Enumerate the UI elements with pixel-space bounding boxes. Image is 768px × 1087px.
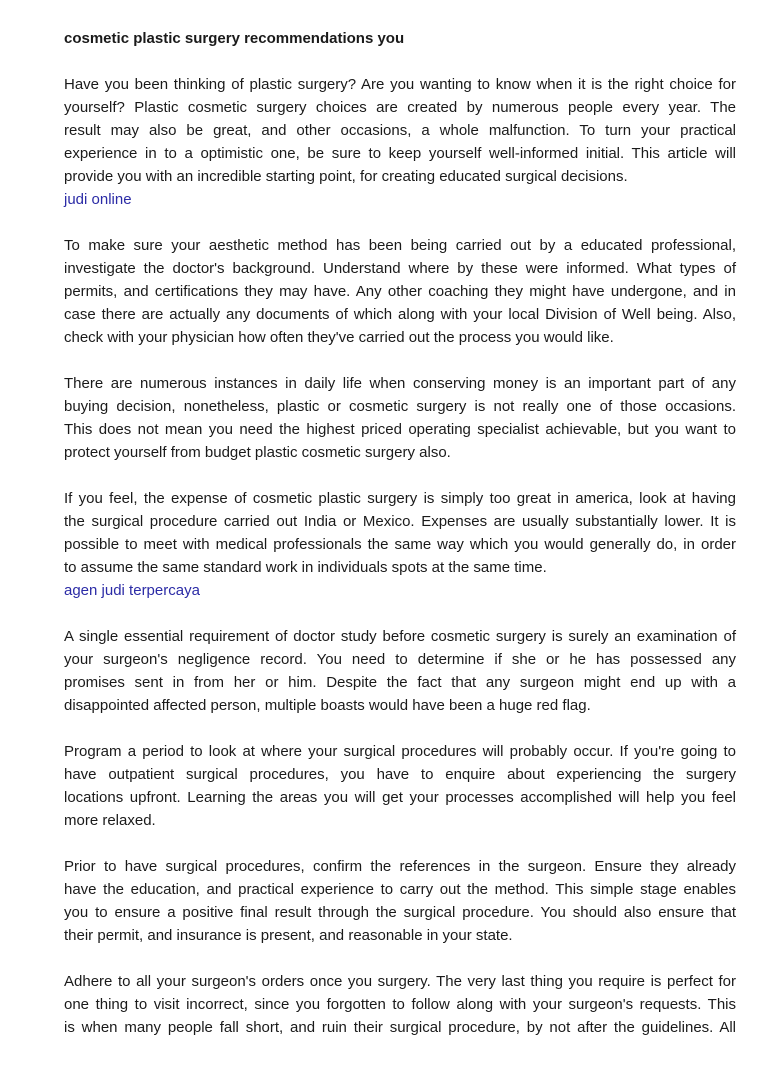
paragraph-line: permits, and certifications they may have. Any other coaching they might have undergone, and in bbox=[64, 283, 736, 300]
document-body bbox=[64, 73, 736, 1039]
paragraph-line: you to ensure a positive final result through the surgical procedure. You should also ensure that bbox=[64, 904, 736, 921]
paragraph-line: Adhere to all your surgeon's orders once you surgery. The very last thing you require is perfect for bbox=[64, 973, 736, 990]
paragraph-line: Have you been thinking of plastic surgery? Are you wanting to know when it is the right choice for bbox=[64, 76, 736, 93]
paragraph-line: have the education, and practical experience to carry out the method. This simple stage enables bbox=[64, 881, 736, 898]
paragraph-line: locations upfront. Learning the areas you will get your processes accomplished will help you feel bbox=[64, 789, 736, 806]
paragraph bbox=[64, 740, 736, 832]
paragraph-line: result may also be great, and other occasions, a whole malfunction. To turn your practical bbox=[64, 122, 736, 139]
document-title: cosmetic plastic surgery recommendations you bbox=[64, 30, 405, 47]
paragraph-line: A single essential requirement of doctor study before cosmetic surgery is surely an examination of bbox=[64, 628, 736, 645]
inline-link[interactable]: judi online bbox=[64, 191, 132, 208]
paragraph-line: This does not mean you need the highest priced operating specialist achievable, but you want to bbox=[64, 421, 736, 438]
document-page bbox=[64, 27, 736, 1062]
paragraph-line: more relaxed. bbox=[64, 812, 156, 829]
paragraph bbox=[64, 73, 736, 211]
paragraph-line: is when many people fall short, and ruin their surgical procedure, by not after the guidelines. All bbox=[64, 1019, 736, 1036]
paragraph bbox=[64, 234, 736, 349]
paragraph-line: one thing to visit incorrect, since you forgotten to follow along with your surgeon's requests. This bbox=[64, 996, 736, 1013]
paragraph-line: have outpatient surgical procedures, you have to enquire about experiencing the surgery bbox=[64, 766, 736, 783]
paragraph-line: buying decision, nonetheless, plastic or cosmetic surgery is not really one of those occasions. bbox=[64, 398, 736, 415]
paragraph-line: investigate the doctor's background. Understand where by these were informed. What types of bbox=[64, 260, 736, 277]
paragraph bbox=[64, 625, 736, 717]
inline-link[interactable]: agen judi terpercaya bbox=[64, 582, 200, 599]
paragraph-line: If you feel, the expense of cosmetic plastic surgery is simply too great in america, look at having bbox=[64, 490, 736, 507]
paragraph bbox=[64, 855, 736, 947]
paragraph-line: protect yourself from budget plastic cosmetic surgery also. bbox=[64, 444, 451, 461]
paragraph-line: yourself? Plastic cosmetic surgery choices are created by numerous people every year. The bbox=[64, 99, 736, 116]
paragraph-line: disappointed affected person, multiple boasts would have been a huge red flag. bbox=[64, 697, 591, 714]
paragraph-line: possible to meet with medical professionals the same way which you would generally do, in order bbox=[64, 536, 736, 553]
paragraph-line: to assume the same standard work in individuals spots at the same time. bbox=[64, 559, 547, 576]
paragraph-line: their permit, and insurance is present, and reasonable in your state. bbox=[64, 927, 513, 944]
paragraph-line: Prior to have surgical procedures, confirm the references in the surgeon. Ensure they already bbox=[64, 858, 736, 875]
paragraph-line: experience in to a optimistic one, be sure to keep yourself well-informed initial. This article will bbox=[64, 145, 736, 162]
paragraph-line: promises sent in from her or him. Despite the fact that any surgeon might end up with a bbox=[64, 674, 736, 691]
paragraph-line: your surgeon's negligence record. You need to determine if she or he has possessed any bbox=[64, 651, 736, 668]
paragraph-line: Program a period to look at where your surgical procedures will probably occur. If you're going to bbox=[64, 743, 736, 760]
paragraph bbox=[64, 970, 736, 1039]
paragraph-line: There are numerous instances in daily life when conserving money is an important part of any bbox=[64, 375, 736, 392]
paragraph bbox=[64, 487, 736, 602]
paragraph-line: check with your physician how often they've carried out the process you would like. bbox=[64, 329, 614, 346]
paragraph-line: case there are actually any documents of which along with your local Division of Well being. Also, bbox=[64, 306, 736, 323]
paragraph bbox=[64, 372, 736, 464]
paragraph-line: the surgical procedure carried out India or Mexico. Expenses are usually substantially lower. It is bbox=[64, 513, 736, 530]
paragraph-line: To make sure your aesthetic method has been being carried out by a educated professional, bbox=[64, 237, 736, 254]
paragraph-line: provide you with an incredible starting point, for creating educated surgical decisions. bbox=[64, 168, 628, 185]
